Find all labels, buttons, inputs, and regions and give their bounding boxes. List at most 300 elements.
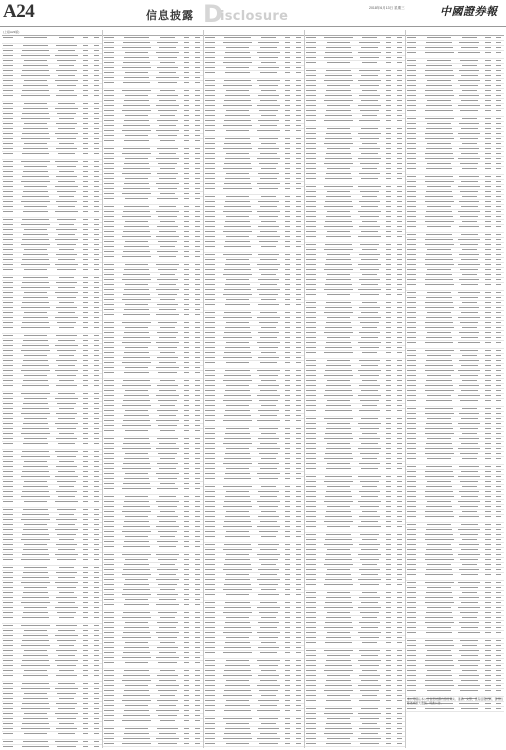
text-line-placeholder [205, 700, 215, 701]
table-cell [383, 51, 394, 55]
table-cell [192, 205, 203, 209]
text-line-placeholder [184, 82, 189, 83]
text-line-placeholder [205, 448, 215, 449]
table-cell [2, 195, 19, 199]
text-line-placeholder [94, 713, 99, 714]
text-line-placeholder [104, 647, 114, 648]
text-line-placeholder [3, 708, 13, 709]
table-cell [103, 235, 120, 239]
text-line-placeholder [57, 456, 76, 457]
text-line-placeholder [195, 47, 200, 48]
text-line-placeholder [83, 645, 88, 646]
text-line-placeholder [195, 395, 200, 396]
text-line-placeholder [296, 584, 301, 585]
table-cell [293, 283, 304, 287]
table-cell [221, 399, 255, 403]
table-cell [103, 389, 120, 393]
text-line-placeholder [285, 501, 290, 502]
table-cell [103, 36, 120, 40]
table-cell [154, 139, 182, 146]
text-line-placeholder [125, 115, 149, 116]
text-line-placeholder [21, 393, 51, 394]
table-cell [120, 621, 154, 625]
text-line-placeholder [184, 521, 189, 522]
table-cell [293, 104, 304, 108]
text-line-placeholder [205, 594, 215, 595]
table-cell [204, 187, 221, 194]
table-cell [80, 533, 91, 537]
table-cell [255, 351, 283, 355]
table-cell [192, 732, 203, 736]
text-line-placeholder [122, 743, 152, 744]
text-line-placeholder [259, 612, 278, 613]
table-cell [192, 452, 203, 456]
text-line-placeholder [22, 50, 50, 51]
table-cell [181, 621, 192, 625]
text-line-placeholder [83, 451, 88, 452]
table-cell [53, 69, 81, 73]
text-line-placeholder [83, 746, 88, 747]
table-cell [181, 331, 192, 335]
text-line-placeholder [184, 100, 189, 101]
table-cell [154, 573, 182, 577]
table-cell [282, 99, 293, 103]
table-cell [221, 66, 255, 70]
table-cell [282, 336, 293, 340]
text-line-placeholder [104, 506, 114, 507]
text-line-placeholder [59, 37, 74, 38]
table-cell [154, 162, 182, 166]
table-cell [322, 79, 356, 83]
text-line-placeholder [156, 77, 179, 78]
table-cell [181, 313, 192, 320]
table-row [103, 197, 203, 205]
text-line-placeholder [3, 597, 13, 598]
text-line-placeholder [94, 645, 99, 646]
table-cell [91, 553, 102, 557]
table-cell [91, 344, 102, 348]
text-line-placeholder [205, 380, 215, 381]
table-cell [2, 533, 19, 537]
text-line-placeholder [24, 481, 48, 482]
text-line-placeholder [83, 728, 88, 729]
text-line-placeholder [104, 299, 114, 300]
table-cell [91, 359, 102, 363]
table-row [103, 139, 203, 147]
text-line-placeholder [122, 554, 152, 555]
table-cell [103, 245, 120, 249]
text-line-placeholder [3, 582, 13, 583]
table-cell [282, 674, 293, 678]
text-line-placeholder [22, 577, 50, 578]
text-line-placeholder [22, 345, 50, 346]
table-cell [2, 442, 19, 449]
text-line-placeholder [55, 239, 78, 240]
text-line-placeholder [225, 327, 251, 328]
text-line-placeholder [94, 224, 99, 225]
table-cell [293, 694, 304, 698]
table-cell [255, 404, 283, 408]
text-line-placeholder [94, 65, 99, 66]
table-cell [293, 187, 304, 194]
table-cell [91, 490, 102, 494]
table-cell [255, 162, 283, 166]
text-line-placeholder [184, 478, 189, 479]
text-line-placeholder [296, 312, 301, 313]
text-line-placeholder [59, 65, 74, 66]
text-line-placeholder [205, 221, 215, 222]
table-cell [282, 669, 293, 673]
table-cell [181, 520, 192, 524]
table-cell [103, 197, 120, 204]
table-cell [221, 273, 255, 277]
table-cell [293, 210, 304, 214]
text-line-placeholder [94, 675, 99, 676]
text-line-placeholder [94, 312, 99, 313]
table-cell [91, 437, 102, 441]
table-cell [293, 288, 304, 292]
text-line-placeholder [296, 478, 301, 479]
text-line-placeholder [3, 718, 13, 719]
table-cell [120, 240, 154, 244]
table-cell [181, 119, 192, 123]
table-cell [181, 737, 192, 741]
table-cell [19, 281, 53, 285]
text-line-placeholder [184, 430, 189, 431]
text-line-placeholder [104, 372, 114, 373]
text-line-placeholder [296, 168, 301, 169]
text-line-placeholder [83, 549, 88, 550]
text-line-placeholder [83, 443, 88, 444]
text-line-placeholder [205, 607, 215, 608]
table-cell [192, 298, 203, 302]
text-line-placeholder [125, 705, 149, 706]
table-cell [282, 303, 293, 310]
text-line-placeholder [296, 410, 301, 411]
text-line-placeholder [22, 491, 50, 492]
table-cell [2, 94, 19, 101]
table-cell [19, 432, 53, 436]
text-line-placeholder [104, 710, 114, 711]
table-cell [255, 722, 283, 726]
text-line-placeholder [184, 342, 189, 343]
text-line-placeholder [195, 332, 200, 333]
table-cell [293, 548, 304, 552]
text-line-placeholder [22, 617, 50, 618]
text-line-placeholder [94, 375, 99, 376]
table-cell [154, 182, 182, 186]
text-line-placeholder [83, 133, 88, 134]
text-line-placeholder [205, 627, 215, 628]
text-line-placeholder [94, 549, 99, 550]
text-line-placeholder [223, 526, 253, 527]
table-cell [53, 195, 81, 199]
table-cell [120, 603, 154, 610]
table-cell [181, 177, 192, 181]
text-line-placeholder [195, 675, 200, 676]
table-cell [2, 369, 19, 373]
text-line-placeholder [205, 72, 215, 73]
text-line-placeholder [56, 625, 77, 626]
table-cell [120, 545, 154, 552]
table-cell [91, 180, 102, 184]
table-cell [221, 346, 255, 350]
text-line-placeholder [195, 627, 200, 628]
text-line-placeholder [285, 284, 290, 285]
text-line-placeholder [83, 713, 88, 714]
table-cell [181, 162, 192, 166]
text-line-placeholder [83, 433, 88, 434]
table-cell [53, 344, 81, 348]
text-line-placeholder [285, 62, 290, 63]
text-line-placeholder [261, 168, 276, 169]
table-cell [293, 195, 304, 199]
table-cell [103, 540, 120, 544]
table-cell [103, 535, 120, 539]
table-cell [255, 578, 283, 582]
text-line-placeholder [360, 85, 379, 86]
text-line-placeholder [24, 60, 48, 61]
table-cell [120, 515, 154, 519]
text-line-placeholder [184, 52, 189, 53]
table-cell [255, 220, 283, 224]
text-line-placeholder [205, 80, 215, 81]
table-cell [120, 41, 154, 45]
table-cell [293, 510, 304, 514]
text-line-placeholder [57, 693, 76, 694]
text-line-placeholder [104, 657, 114, 658]
table-cell [192, 520, 203, 524]
text-line-placeholder [195, 564, 200, 565]
text-line-placeholder [296, 680, 301, 681]
table-cell [53, 470, 81, 474]
text-line-placeholder [83, 675, 88, 676]
table-cell [282, 646, 293, 650]
text-line-placeholder [205, 526, 215, 527]
text-line-placeholder [24, 630, 48, 631]
text-line-placeholder [122, 193, 152, 194]
text-line-placeholder [122, 425, 152, 426]
table-cell [19, 334, 53, 338]
table-cell [53, 674, 81, 681]
text-line-placeholder [223, 718, 253, 719]
text-line-placeholder [226, 299, 250, 300]
table-cell [293, 384, 304, 388]
table-cell [204, 137, 221, 141]
table-cell [293, 684, 304, 688]
table-cell [221, 195, 255, 199]
text-line-placeholder [58, 733, 75, 734]
table-cell [19, 223, 53, 227]
table-cell [103, 379, 120, 383]
text-line-placeholder [3, 481, 13, 482]
table-cell [80, 490, 91, 494]
text-line-placeholder [125, 599, 149, 600]
text-line-placeholder [184, 569, 189, 570]
text-line-placeholder [285, 80, 290, 81]
table-cell [255, 66, 283, 70]
text-line-placeholder [104, 183, 114, 184]
text-line-placeholder [124, 604, 150, 605]
table-cell [80, 732, 91, 739]
table-cell [255, 414, 283, 418]
table-cell [53, 745, 81, 748]
table-cell [192, 535, 203, 539]
table-cell [120, 467, 154, 471]
text-line-placeholder [158, 110, 177, 111]
table-cell [255, 230, 283, 234]
table-cell [91, 243, 102, 247]
text-line-placeholder [257, 183, 280, 184]
text-line-placeholder [259, 637, 278, 638]
text-line-placeholder [83, 75, 88, 76]
table-cell [80, 79, 91, 83]
text-line-placeholder [159, 705, 176, 706]
table-cell [204, 51, 221, 55]
text-line-placeholder [94, 572, 99, 573]
text-line-placeholder [21, 264, 51, 265]
text-line-placeholder [83, 297, 88, 298]
table-cell [91, 624, 102, 628]
text-line-placeholder [83, 234, 88, 235]
table-cell [80, 553, 91, 557]
text-line-placeholder [260, 443, 277, 444]
text-line-placeholder [156, 183, 179, 184]
table-cell [154, 689, 182, 693]
table-cell [80, 359, 91, 363]
table-cell [154, 356, 182, 360]
table-cell [2, 674, 19, 681]
table-cell [154, 263, 182, 267]
table-cell [255, 553, 283, 557]
text-line-placeholder [21, 602, 51, 603]
text-line-placeholder [125, 496, 149, 497]
text-line-placeholder [224, 37, 252, 38]
text-line-placeholder [22, 153, 50, 154]
table-cell [204, 601, 221, 605]
text-line-placeholder [360, 57, 379, 58]
text-line-placeholder [259, 347, 278, 348]
table-cell [356, 79, 384, 83]
table-cell [293, 722, 304, 726]
text-line-placeholder [23, 443, 49, 444]
text-line-placeholder [195, 685, 200, 686]
table-cell [19, 702, 53, 706]
table-cell [204, 472, 221, 476]
text-line-placeholder [3, 148, 13, 149]
text-line-placeholder [21, 728, 51, 729]
text-line-placeholder [225, 370, 251, 371]
text-line-placeholder [296, 105, 301, 106]
text-line-placeholder [195, 501, 200, 502]
text-line-placeholder [83, 161, 88, 162]
text-line-placeholder [184, 675, 189, 676]
text-line-placeholder [258, 95, 279, 96]
table-cell [282, 114, 293, 118]
text-line-placeholder [83, 312, 88, 313]
text-line-placeholder [184, 526, 189, 527]
table-cell [2, 465, 19, 469]
table-cell [53, 59, 81, 63]
table-cell [282, 490, 293, 494]
table-cell [91, 533, 102, 537]
text-line-placeholder [83, 211, 88, 212]
table-cell [356, 89, 384, 93]
table-cell [293, 293, 304, 297]
table-cell [53, 412, 81, 416]
table-cell [282, 220, 293, 224]
text-line-placeholder [22, 322, 50, 323]
text-line-placeholder [296, 705, 301, 706]
table-cell [120, 429, 154, 436]
text-line-placeholder [285, 375, 290, 376]
text-line-placeholder [122, 256, 152, 257]
text-line-placeholder [195, 720, 200, 721]
table-cell [221, 621, 255, 625]
text-line-placeholder [184, 420, 189, 421]
text-line-placeholder [184, 652, 189, 653]
section-title-cn: 信息披露 [146, 10, 194, 22]
text-line-placeholder [21, 138, 51, 139]
text-line-placeholder [3, 617, 13, 618]
text-line-placeholder [327, 85, 351, 86]
text-line-placeholder [258, 569, 279, 570]
table-cell [181, 336, 192, 340]
table-row [103, 603, 203, 611]
table-cell [293, 641, 304, 645]
table-cell [53, 205, 81, 209]
table-cell [2, 306, 19, 310]
text-line-placeholder [195, 72, 200, 73]
table-cell [53, 142, 81, 146]
table-cell [19, 581, 53, 585]
text-line-placeholder [160, 140, 175, 141]
text-line-placeholder [296, 728, 301, 729]
table-cell [53, 523, 81, 527]
text-line-placeholder [58, 128, 75, 129]
table-cell [383, 79, 394, 83]
table-cell [19, 697, 53, 701]
table-cell [2, 263, 19, 267]
table-cell [221, 109, 255, 113]
table-cell [181, 114, 192, 118]
table-cell [293, 432, 304, 436]
table-cell [192, 699, 203, 703]
text-line-placeholder [184, 438, 189, 439]
table-cell [103, 220, 120, 224]
text-line-placeholder [257, 105, 280, 106]
text-line-placeholder [258, 201, 279, 202]
text-line-placeholder [157, 728, 178, 729]
table-cell [255, 331, 283, 335]
text-line-placeholder [104, 57, 114, 58]
table-cell [103, 737, 120, 741]
text-line-placeholder [184, 309, 189, 310]
text-line-placeholder [94, 491, 99, 492]
table-cell [80, 611, 91, 615]
text-line-placeholder [94, 640, 99, 641]
text-line-placeholder [259, 188, 278, 189]
table-cell [154, 210, 182, 214]
text-line-placeholder [285, 148, 290, 149]
text-line-placeholder [296, 284, 301, 285]
text-line-placeholder [55, 423, 78, 424]
table-cell [154, 679, 182, 683]
text-line-placeholder [285, 496, 290, 497]
table-cell [181, 442, 192, 446]
text-line-placeholder [22, 302, 50, 303]
text-line-placeholder [104, 226, 114, 227]
